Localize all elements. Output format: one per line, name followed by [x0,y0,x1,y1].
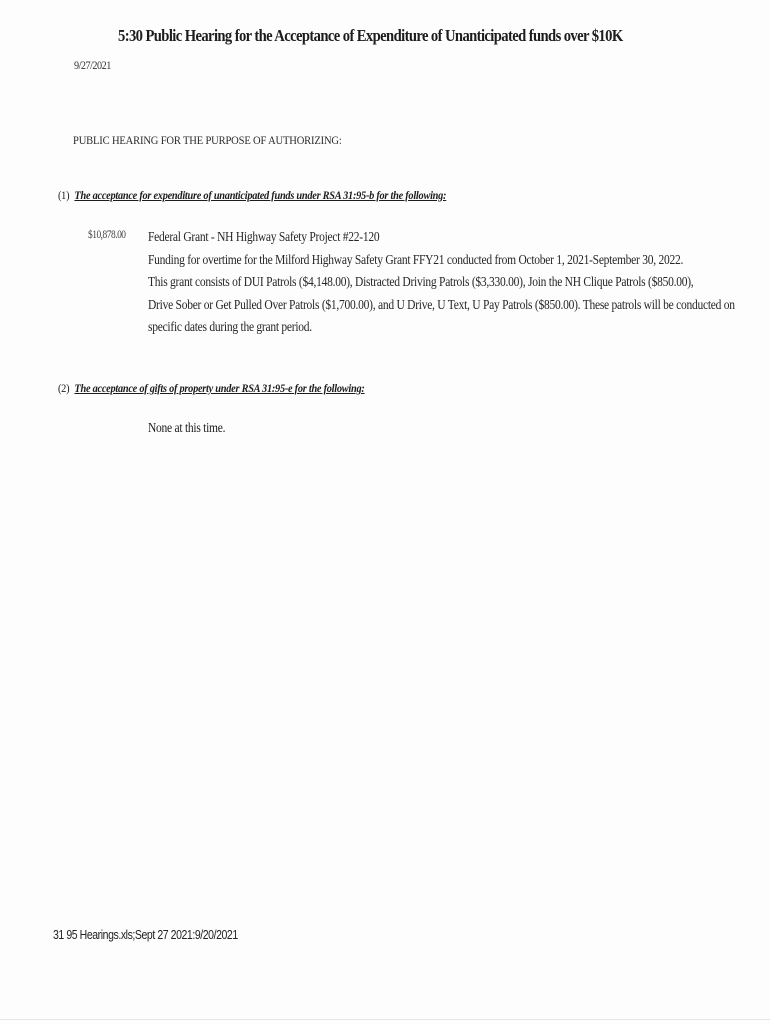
section-2-title: The acceptance of gifts of property under RSA 31:95-e for the following: [74,381,365,395]
section-2-heading [58,381,365,396]
grant-line: Funding for overtime for the Milford Highway Safety Grant FFY21 conducted from October 1, 2021-September 30, 2022. [148,251,684,267]
grant-line: This grant consists of DUI Patrols ($4,148.00), Distracted Driving Patrols ($3,330.00), Join the NH Clique Patrols ($850.00), [148,274,694,289]
hearing-heading: PUBLIC HEARING FOR THE PURPOSE OF AUTHORIZING: [73,133,342,147]
section-1-heading [58,188,446,203]
grant-description [148,226,735,339]
file-footer: 31 95 Hearings.xls;Sept 27 2021:9/20/2021 [53,928,238,942]
scan-edge-divider [0,1019,770,1020]
section-2-body: None at this time. [148,420,226,435]
grant-line: Federal Grant - NH Highway Safety Project #22-120 [148,229,380,244]
grant-line: specific dates during the grant period. [148,319,312,334]
section-1-title: The acceptance for expenditure of unanticipated funds under RSA 31:95-b for the following: [74,188,447,202]
section-2-number: (2) [58,381,70,395]
document-title: 5:30 Public Hearing for the Acceptance of Expenditure of Unanticipated funds over $10K [118,26,623,45]
section-1-number: (1) [58,188,70,202]
document-date: 9/27/2021 [74,58,111,72]
grant-line: Drive Sober or Get Pulled Over Patrols ($1,700.00), and U Drive, U Text, U Pay Patrols ($850.00). These patrols will be conducted on [148,296,735,312]
grant-amount: $10,878.00 [88,229,126,241]
